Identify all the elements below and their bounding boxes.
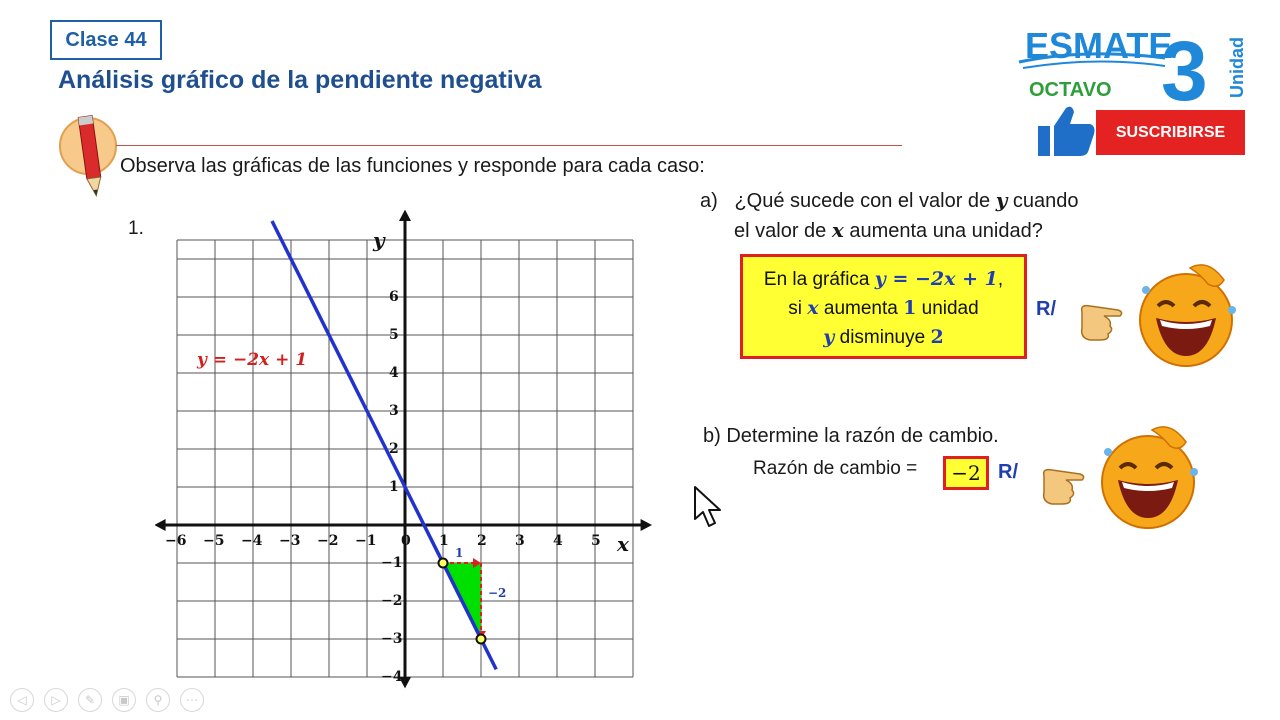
var-y: y — [995, 188, 1008, 212]
esmate-logo — [1015, 18, 1247, 104]
y-tick-label: −2 — [381, 593, 403, 609]
y-tick-label: −1 — [381, 555, 403, 571]
y-tick-label: −4 — [381, 669, 403, 685]
x-tick-label: 4 — [553, 533, 563, 549]
mouse-cursor-icon — [692, 485, 726, 531]
unit-label: Unidad — [1227, 37, 1247, 98]
x-tick-label: −4 — [241, 533, 263, 549]
question-a-text-3: el valor de — [734, 220, 832, 242]
zoom-icon[interactable]: ⚲ — [146, 688, 170, 712]
answer-a-equation: y = −2x + 1 — [874, 268, 998, 290]
more-icon[interactable]: ⋯ — [180, 688, 204, 712]
slope-triangle — [443, 558, 486, 639]
thumbs-up-icon[interactable] — [1036, 104, 1096, 158]
answer-a-text-5: disminuye — [834, 327, 931, 348]
question-b: b) Determine la razón de cambio. — [703, 425, 999, 447]
subscribe-button[interactable]: SUSCRIBIRSE — [1096, 110, 1245, 155]
pencil-icon — [58, 112, 122, 204]
answer-a-var-y: y — [823, 326, 835, 348]
rise-label: −2 — [488, 586, 507, 600]
instruction-text: Observa las gráficas de las funciones y responde para cada caso: — [120, 155, 705, 177]
x-tick-label: 1 — [439, 533, 449, 549]
question-a-text-4: aumenta una unidad? — [843, 220, 1043, 242]
rate-of-change-label: Razón de cambio = — [753, 458, 918, 479]
question-a-text-1: ¿Qué sucede con el valor de — [734, 190, 996, 212]
grade-text: OCTAVO — [1029, 79, 1112, 101]
answer-a-num-1: 1 — [903, 297, 917, 319]
y-tick-label: 5 — [389, 327, 399, 343]
laughing-emoji-icon — [1090, 422, 1206, 532]
prev-icon[interactable]: ◁ — [10, 688, 34, 712]
question-a-text-2: cuando — [1007, 190, 1079, 212]
laughing-emoji-icon — [1128, 260, 1244, 370]
x-tick-label: −6 — [165, 533, 187, 549]
x-axis-label: x — [617, 532, 629, 556]
answer-b-r-label: R/ — [998, 461, 1018, 483]
exercise-number: 1. — [128, 218, 144, 239]
x-tick-label: 5 — [591, 533, 601, 549]
next-icon[interactable]: ▷ — [44, 688, 68, 712]
pointing-hand-icon — [1078, 300, 1126, 342]
answer-a-var-x: x — [807, 297, 819, 319]
x-tick-label: 0 — [401, 533, 411, 549]
answer-a-text-4: unidad — [916, 298, 979, 319]
marked-point — [477, 635, 486, 644]
y-tick-label: −3 — [381, 631, 403, 647]
answer-a-text-1: En la gráfica — [763, 269, 875, 290]
class-badge: Clase 44 — [50, 20, 162, 60]
logo-text: ESMATE — [1025, 25, 1173, 66]
equation-label: y = −2x + 1 — [197, 350, 308, 370]
question-a — [700, 186, 1079, 246]
x-axis-arrow — [155, 519, 166, 531]
marked-point — [439, 559, 448, 568]
y-axis-arrow — [399, 210, 411, 221]
x-tick-label: −1 — [355, 533, 377, 549]
run-label: 1 — [455, 546, 464, 560]
answer-a-box — [740, 254, 1027, 359]
y-tick-label: 1 — [389, 479, 399, 495]
x-tick-label: 3 — [515, 533, 525, 549]
unit-number: 3 — [1161, 24, 1208, 104]
rate-of-change-value: −2 — [943, 456, 989, 490]
var-x: x — [831, 218, 844, 242]
x-tick-label: −3 — [279, 533, 301, 549]
question-a-marker: a) — [700, 190, 718, 212]
function-graph — [155, 205, 655, 690]
pointing-hand-icon — [1040, 464, 1088, 506]
slides-icon[interactable]: ▣ — [112, 688, 136, 712]
pen-icon[interactable]: ✎ — [78, 688, 102, 712]
y-tick-label: 6 — [389, 289, 399, 305]
y-tick-label: 3 — [389, 403, 399, 419]
answer-a-num-2: 2 — [930, 326, 944, 348]
answer-a-text-2: si — [788, 298, 808, 319]
page-title: Análisis gráfico de la pendiente negativa — [58, 66, 542, 94]
x-tick-label: −5 — [203, 533, 225, 549]
y-tick-label: 4 — [389, 365, 399, 381]
x-tick-label: 2 — [477, 533, 487, 549]
x-axis-arrow — [641, 519, 652, 531]
answer-a-r-label: R/ — [1036, 298, 1056, 320]
answer-a-comma: , — [997, 269, 1004, 290]
divider — [116, 145, 902, 146]
x-tick-label: −2 — [317, 533, 339, 549]
y-tick-label: 2 — [389, 441, 399, 457]
answer-a-text-3: aumenta — [818, 298, 904, 319]
y-axis-label: y — [373, 228, 385, 252]
